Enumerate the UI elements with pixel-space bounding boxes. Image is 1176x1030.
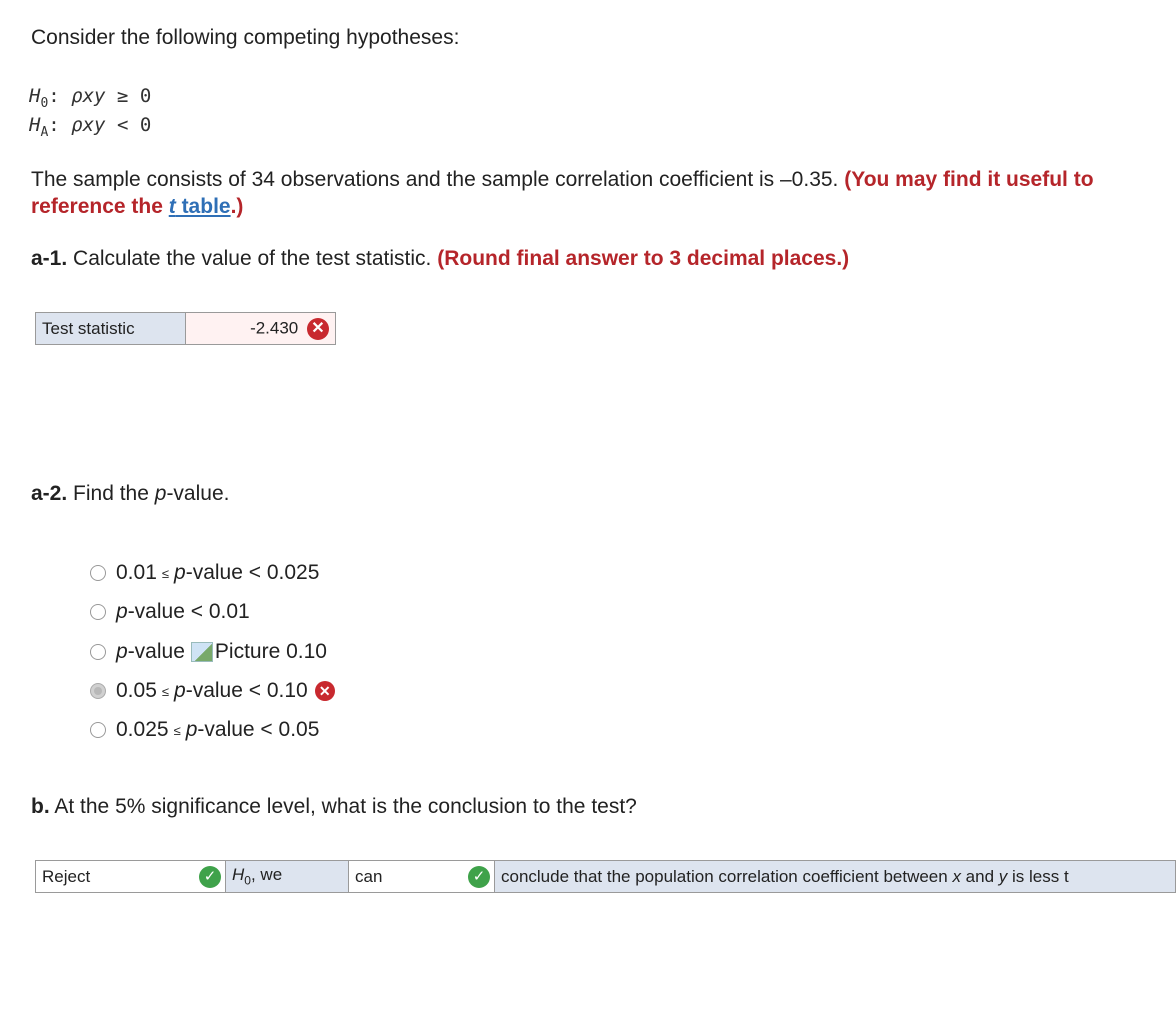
radio-button[interactable] <box>90 722 106 738</box>
radio-button-selected[interactable] <box>90 683 106 699</box>
sample-description: The sample consists of 34 observations and the sample correlation coefficient is –0.35. (You may find it useful to reference the t table.) <box>31 168 1094 218</box>
test-statistic-label: Test statistic <box>36 313 186 345</box>
decision-dropdown[interactable] <box>36 861 226 893</box>
question-a2: a-2. Find the p-value. <box>31 482 230 505</box>
conclusion-text: conclude that the population correlation coefficient between x and y is less t <box>495 861 1176 893</box>
pvalue-option-3[interactable]: p -value Picture 0.10 <box>90 637 327 667</box>
conclusion-table <box>35 860 1176 893</box>
null-hypothesis: $H_0$: ρxy ≥ 0 <box>29 85 152 111</box>
test-statistic-table <box>35 312 336 345</box>
question-b: b. At the 5% significance level, what is the conclusion to the test? <box>31 795 637 818</box>
pvalue-option-5[interactable]: 0.025 ≤ p -value < 0.05 <box>90 715 319 745</box>
test-statistic-answer[interactable] <box>186 313 336 345</box>
decision-value: Reject <box>42 866 91 886</box>
correct-icon: ✓ <box>468 866 490 888</box>
radio-button[interactable] <box>90 604 106 620</box>
reference-note: (You may find it useful to reference the t table.) <box>31 168 1094 218</box>
radio-button[interactable] <box>90 644 106 660</box>
correct-icon: ✓ <box>199 866 221 888</box>
h0-label: $H_0$, we <box>226 861 349 893</box>
pvalue-option-1[interactable]: 0.01 ≤ p -value < 0.025 <box>90 558 319 588</box>
can-dropdown[interactable] <box>349 861 495 893</box>
t-table-link[interactable]: t table <box>168 195 231 218</box>
test-statistic-value: -2.430 <box>250 317 299 337</box>
broken-image-icon <box>191 642 213 662</box>
can-value: can <box>355 866 383 886</box>
pvalue-option-4[interactable]: 0.05 ≤ p -value < 0.10 ✕ <box>90 676 335 706</box>
incorrect-icon: ✕ <box>315 681 335 701</box>
intro-text: Consider the following competing hypotheses: <box>31 26 460 49</box>
incorrect-icon: ✕ <box>307 318 329 340</box>
radio-button[interactable] <box>90 565 106 581</box>
pvalue-option-2[interactable]: p -value < 0.01 <box>90 597 250 627</box>
alternative-hypothesis: $H_A$: ρxy < 0 <box>29 114 152 140</box>
question-a1: a-1. Calculate the value of the test statistic. (Round final answer to 3 decimal places.) <box>31 247 850 270</box>
